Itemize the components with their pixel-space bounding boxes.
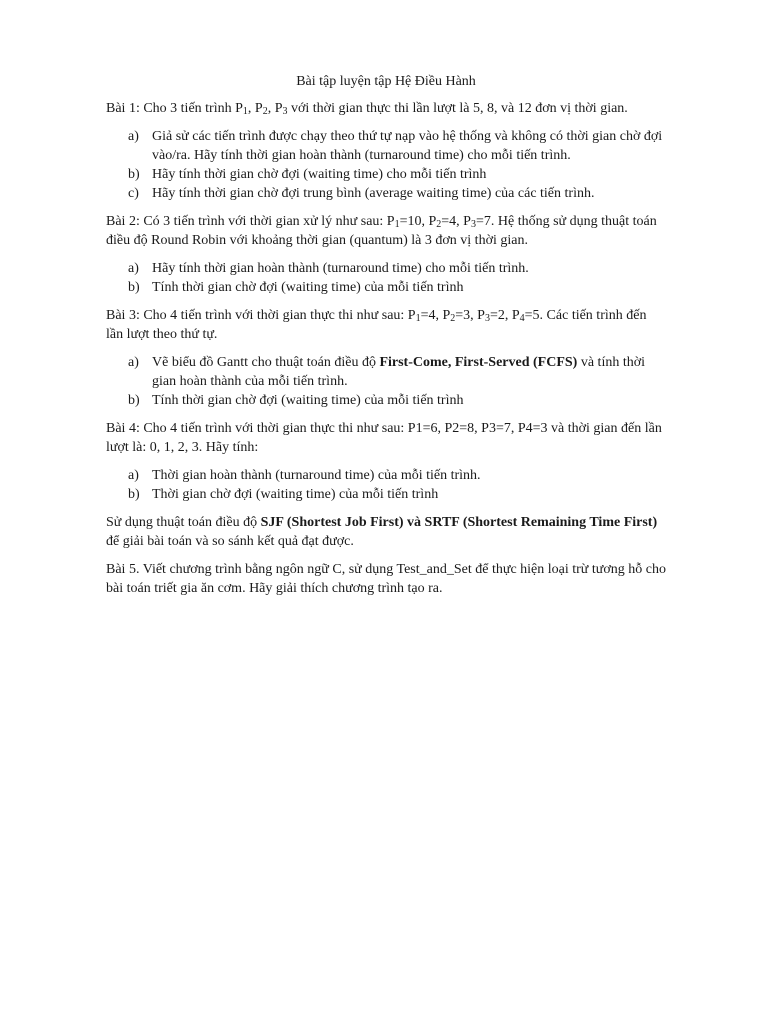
document-title: Bài tập luyện tập Hệ Điều Hành — [296, 74, 476, 89]
subquestion-item — [106, 278, 666, 297]
text-run: , P — [267, 101, 283, 116]
exercise-5-statement — [106, 560, 666, 598]
text-run: Tính thời gian chờ đợi (waiting time) của mỗi tiến trình — [152, 393, 464, 408]
exercise-2-subquestions — [106, 259, 666, 297]
text-run: =2, P — [489, 308, 520, 323]
text-run: Bài 5. Viết chương trình bằng ngôn ngữ C, sử dụng Test_and_Set để thực hiện loại trừ tương hỗ cho bài toán triết gia ăn cơm. Hãy giải thích chương trình tạo ra. — [106, 562, 666, 596]
text-run: =7. Hệ thống sử dụng thuật toán điều độ Round Robin với khoảng thời gian (quantum) là 3 đơn vị thời gian. — [106, 214, 657, 248]
bold-text: First-Come, First-Served (FCFS) — [379, 355, 578, 370]
text-run: =4, P — [441, 214, 471, 229]
text-run: =10, P — [399, 214, 437, 229]
text-run: =5. Các tiến trình đến lần lượt theo thứ tự. — [106, 308, 647, 342]
text-run: Bài 2: Có 3 tiến trình với thời gian xử lý như sau: P — [106, 214, 395, 229]
text-run: và tính thời gian hoàn thành của mỗi tiến trình. — [152, 355, 646, 389]
subscript-text: 4 — [519, 313, 525, 324]
text-run: với thời gian thực thi lần lượt là 5, 8, và 12 đơn vị thời gian. — [287, 101, 628, 116]
subquestion-item — [106, 165, 666, 184]
subquestion-item — [106, 466, 666, 485]
subquestion-marker: a) — [128, 129, 139, 144]
exercise-4-note — [106, 513, 666, 551]
text-run: Hãy tính thời gian chờ đợi (waiting time) cho mỗi tiến trình — [152, 167, 487, 182]
bold-text: SJF (Shortest Job First) và SRTF (Shortest Remaining Time First) — [260, 515, 658, 530]
subscript-text: 3 — [282, 106, 288, 117]
subquestion-item — [106, 391, 666, 410]
text-run: Tính thời gian chờ đợi (waiting time) của mỗi tiến trình — [152, 280, 464, 295]
subscript-text: 2 — [262, 106, 268, 117]
text-run: Hãy tính thời gian chờ đợi trung bình (average waiting time) của các tiến trình. — [152, 186, 595, 201]
exercise-3-subquestions — [106, 353, 666, 410]
subscript-text: 1 — [242, 106, 248, 117]
document-body — [106, 72, 666, 607]
text-run: để giải bài toán và so sánh kết quả đạt được. — [106, 534, 354, 549]
subquestion-item — [106, 259, 666, 278]
exercise-2-statement — [106, 212, 666, 250]
text-run: =3, P — [455, 308, 485, 323]
subscript-text: 2 — [436, 219, 442, 230]
text-run: Vẽ biểu đồ Gantt cho thuật toán điều độ — [152, 355, 380, 370]
text-run: Giả sử các tiến trình được chạy theo thứ tự nạp vào hệ thống và không có thời gian chờ đợi vào/ra. Hãy tính thời gian hoàn thành (turnaround time) cho mỗi tiến trình. — [152, 129, 663, 163]
text-run: Sử dụng thuật toán điều độ — [106, 515, 261, 530]
exercise-1-subquestions — [106, 127, 666, 203]
subscript-text: 3 — [470, 219, 476, 230]
exercise-4-statement — [106, 419, 666, 457]
subquestion-item — [106, 184, 666, 203]
subquestion-marker: a) — [128, 355, 139, 370]
subscript-text: 3 — [484, 313, 490, 324]
subquestion-marker: b) — [128, 393, 140, 408]
subquestion-marker: a) — [128, 261, 139, 276]
text-run: Bài 1: Cho 3 tiến trình P — [106, 101, 243, 116]
subquestion-marker: b) — [128, 280, 140, 295]
subquestion-item — [106, 353, 666, 391]
text-run: Bài 3: Cho 4 tiến trình với thời gian thực thi như sau: P — [106, 308, 416, 323]
subquestion-marker: a) — [128, 468, 139, 483]
text-run: Thời gian hoàn thành (turnaround time) của mỗi tiến trình. — [152, 468, 481, 483]
text-run: Thời gian chờ đợi (waiting time) của mỗi tiến trình — [152, 487, 439, 502]
subquestion-marker: b) — [128, 167, 140, 182]
exercise-4-subquestions — [106, 466, 666, 504]
subquestion-item — [106, 127, 666, 165]
subscript-text: 1 — [415, 313, 421, 324]
subscript-text: 1 — [394, 219, 400, 230]
exercise-4 — [106, 419, 666, 551]
exercise-3 — [106, 306, 666, 410]
text-run: Bài 4: Cho 4 tiến trình với thời gian thực thi như sau: P1=6, P2=8, P3=7, P4=3 và thời gian đến lần lượt là: 0, 1, 2, 3. Hãy tính: — [106, 421, 662, 455]
text-run: , P — [247, 101, 263, 116]
subquestion-marker: c) — [128, 186, 139, 201]
subscript-text: 2 — [450, 313, 456, 324]
exercise-1-statement — [106, 99, 666, 118]
subquestion-item — [106, 485, 666, 504]
text-run: Hãy tính thời gian hoàn thành (turnaround time) cho mỗi tiến trình. — [152, 261, 529, 276]
exercise-list — [106, 99, 666, 598]
subquestion-marker: b) — [128, 487, 140, 502]
exercise-3-statement — [106, 306, 666, 344]
exercise-2 — [106, 212, 666, 297]
text-run: =4, P — [420, 308, 451, 323]
exercise-1 — [106, 99, 666, 203]
exercise-5 — [106, 560, 666, 598]
